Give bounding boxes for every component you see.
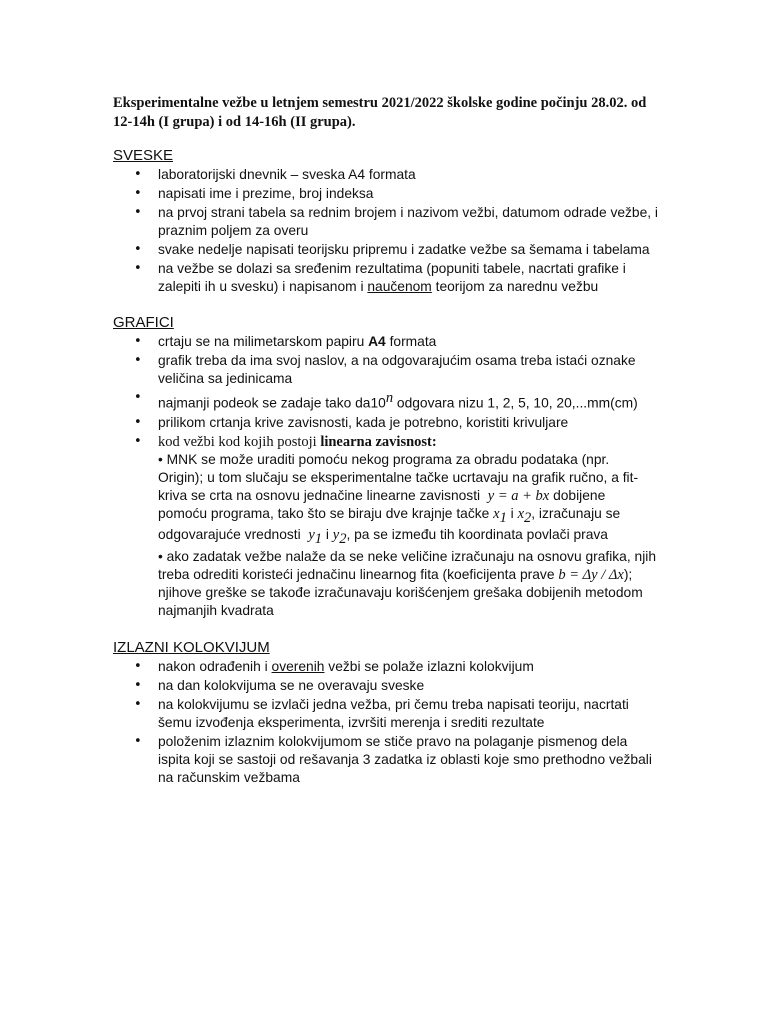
math-var: y	[332, 527, 340, 544]
superscript: n	[385, 390, 394, 406]
list-item	[113, 333, 658, 351]
bold-text: A4	[368, 334, 386, 349]
item-text: teorijom za narednu vežbu	[431, 279, 599, 294]
underlined-word: naučenom	[367, 279, 432, 294]
item-text: i	[506, 505, 518, 521]
list-item: • na prvoj strani tabela sa rednim brojem i nazivom vežbi, datumom odrade vežbe, i praznim poljem za overu	[113, 204, 658, 240]
section-grafici	[113, 313, 658, 621]
list-item: • grafik treba da ima svoj naslov, a na odgovarajućim osama treba istaći oznake veličina sa jedinicama	[113, 352, 658, 388]
underlined-word: overenih	[271, 659, 325, 674]
list-item: • položenim izlaznim kolokvijumom se stiče pravo na polaganje pismenog dela ispita koji se sastoji od rešavanja 3 zadatka iz oblasti koje smo prethodno vežbali na računskim vežbama	[113, 733, 658, 787]
list-grafici	[113, 333, 658, 620]
list-item	[113, 389, 658, 413]
formula: y = a + bx	[487, 487, 550, 504]
list-item: • napisati ime i prezime, broj indeksa	[113, 185, 658, 203]
heading-sveske: SVESKE	[113, 147, 174, 164]
item-text: kod vežbi kod kojih postoji	[158, 433, 321, 450]
list-item: • svake nedelje napisati teorijsku pripremu i zadatke vežbe sa šemama i tabelama	[113, 241, 658, 259]
subscript: 1	[314, 531, 323, 548]
item-text: i	[322, 527, 333, 543]
item-text: odgovara nizu 1, 2, 5, 10, 20,...mm(cm)	[393, 395, 638, 411]
subscript: 2	[339, 531, 347, 548]
list-item: • na dan kolokvijuma se ne overavaju sveske	[113, 677, 658, 695]
subscript: 2	[524, 509, 532, 526]
item-text: crtaju se na milimetarskom papiru	[158, 334, 369, 349]
item-text: ako zadatak vežbe nalaže da se neke veličine izračunaju na osnovu grafika, njih treba odrediti koristeći jednačinu linearnog fita (koeficijenta prave	[158, 549, 657, 583]
sub-paragraph-fit	[158, 548, 658, 620]
intro-paragraph: Eksperimentalne vežbe u letnjem semestru 2021/2022 školske godine počinju 28.02. od 12-14h (I grupa) i od 14-16h (II grupa).	[113, 95, 647, 130]
item-text: na vežbe se dolazi sa sređenim rezultatima (popuniti tabele, nacrtati grafike i zalepiti ih u svesku) i napisanom i	[158, 261, 626, 294]
item-text: ); njihove greške se takođe izračunavaju korišćenjem grešaka dobijenih metodom najmanjih kvadrata	[158, 567, 643, 619]
formula: b = Δy / Δx	[558, 567, 624, 584]
item-text: formata	[385, 334, 437, 349]
heading-kolokvijum: IZLAZNI KOLOKVIJUM	[113, 639, 270, 656]
math-var: y	[308, 527, 315, 544]
list-item	[113, 658, 658, 676]
item-text: najmanji podeok se zadaje tako da10	[158, 395, 386, 411]
list-item: • laboratorijski dnevnik – sveska A4 formata	[113, 166, 658, 184]
item-text: , izračunaju se odgovarajuće vrednosti	[158, 505, 621, 543]
item-text: , pa se između tih koordinata povlači prava	[346, 527, 608, 543]
section-sveske	[113, 146, 658, 297]
list-item	[113, 433, 658, 621]
math-var: x	[517, 505, 524, 522]
item-text: dobijene pomoću programa, tako što se biraju dve krajnje tačke	[158, 487, 606, 521]
list-sveske	[113, 166, 658, 296]
section-kolokvijum	[113, 638, 658, 788]
bold-text: linearna zavisnost:	[320, 433, 437, 450]
list-item	[113, 260, 658, 296]
list-item: • na kolokvijumu se izvlači jedna vežba, pri čemu treba napisati teoriju, nacrtati šemu izvođenja eksperimenta, izvršiti merenja i srediti rezultate	[113, 696, 658, 732]
sub-paragraph-mnk	[158, 451, 658, 549]
item-text: nakon odrađenih i	[158, 659, 272, 674]
item-text: MNK se može uraditi pomoću nekog programa za obradu podataka (npr. Origin); u tom slučaju se eksperimentalne tačke ucrtavaju na grafik ručno, a fit-kriva se crta na osnovu jednačine linearne zavisnosti	[158, 451, 639, 503]
subscript: 1	[499, 509, 507, 526]
list-item: • prilikom crtanja krive zavisnosti, kada je potrebno, koristiti krivuljare	[113, 414, 658, 432]
item-text: vežbi se polaže izlazni kolokvijum	[324, 659, 534, 674]
math-var: x	[493, 505, 500, 522]
heading-grafici: GRAFICI	[113, 314, 174, 331]
list-kolokvijum	[113, 658, 658, 787]
